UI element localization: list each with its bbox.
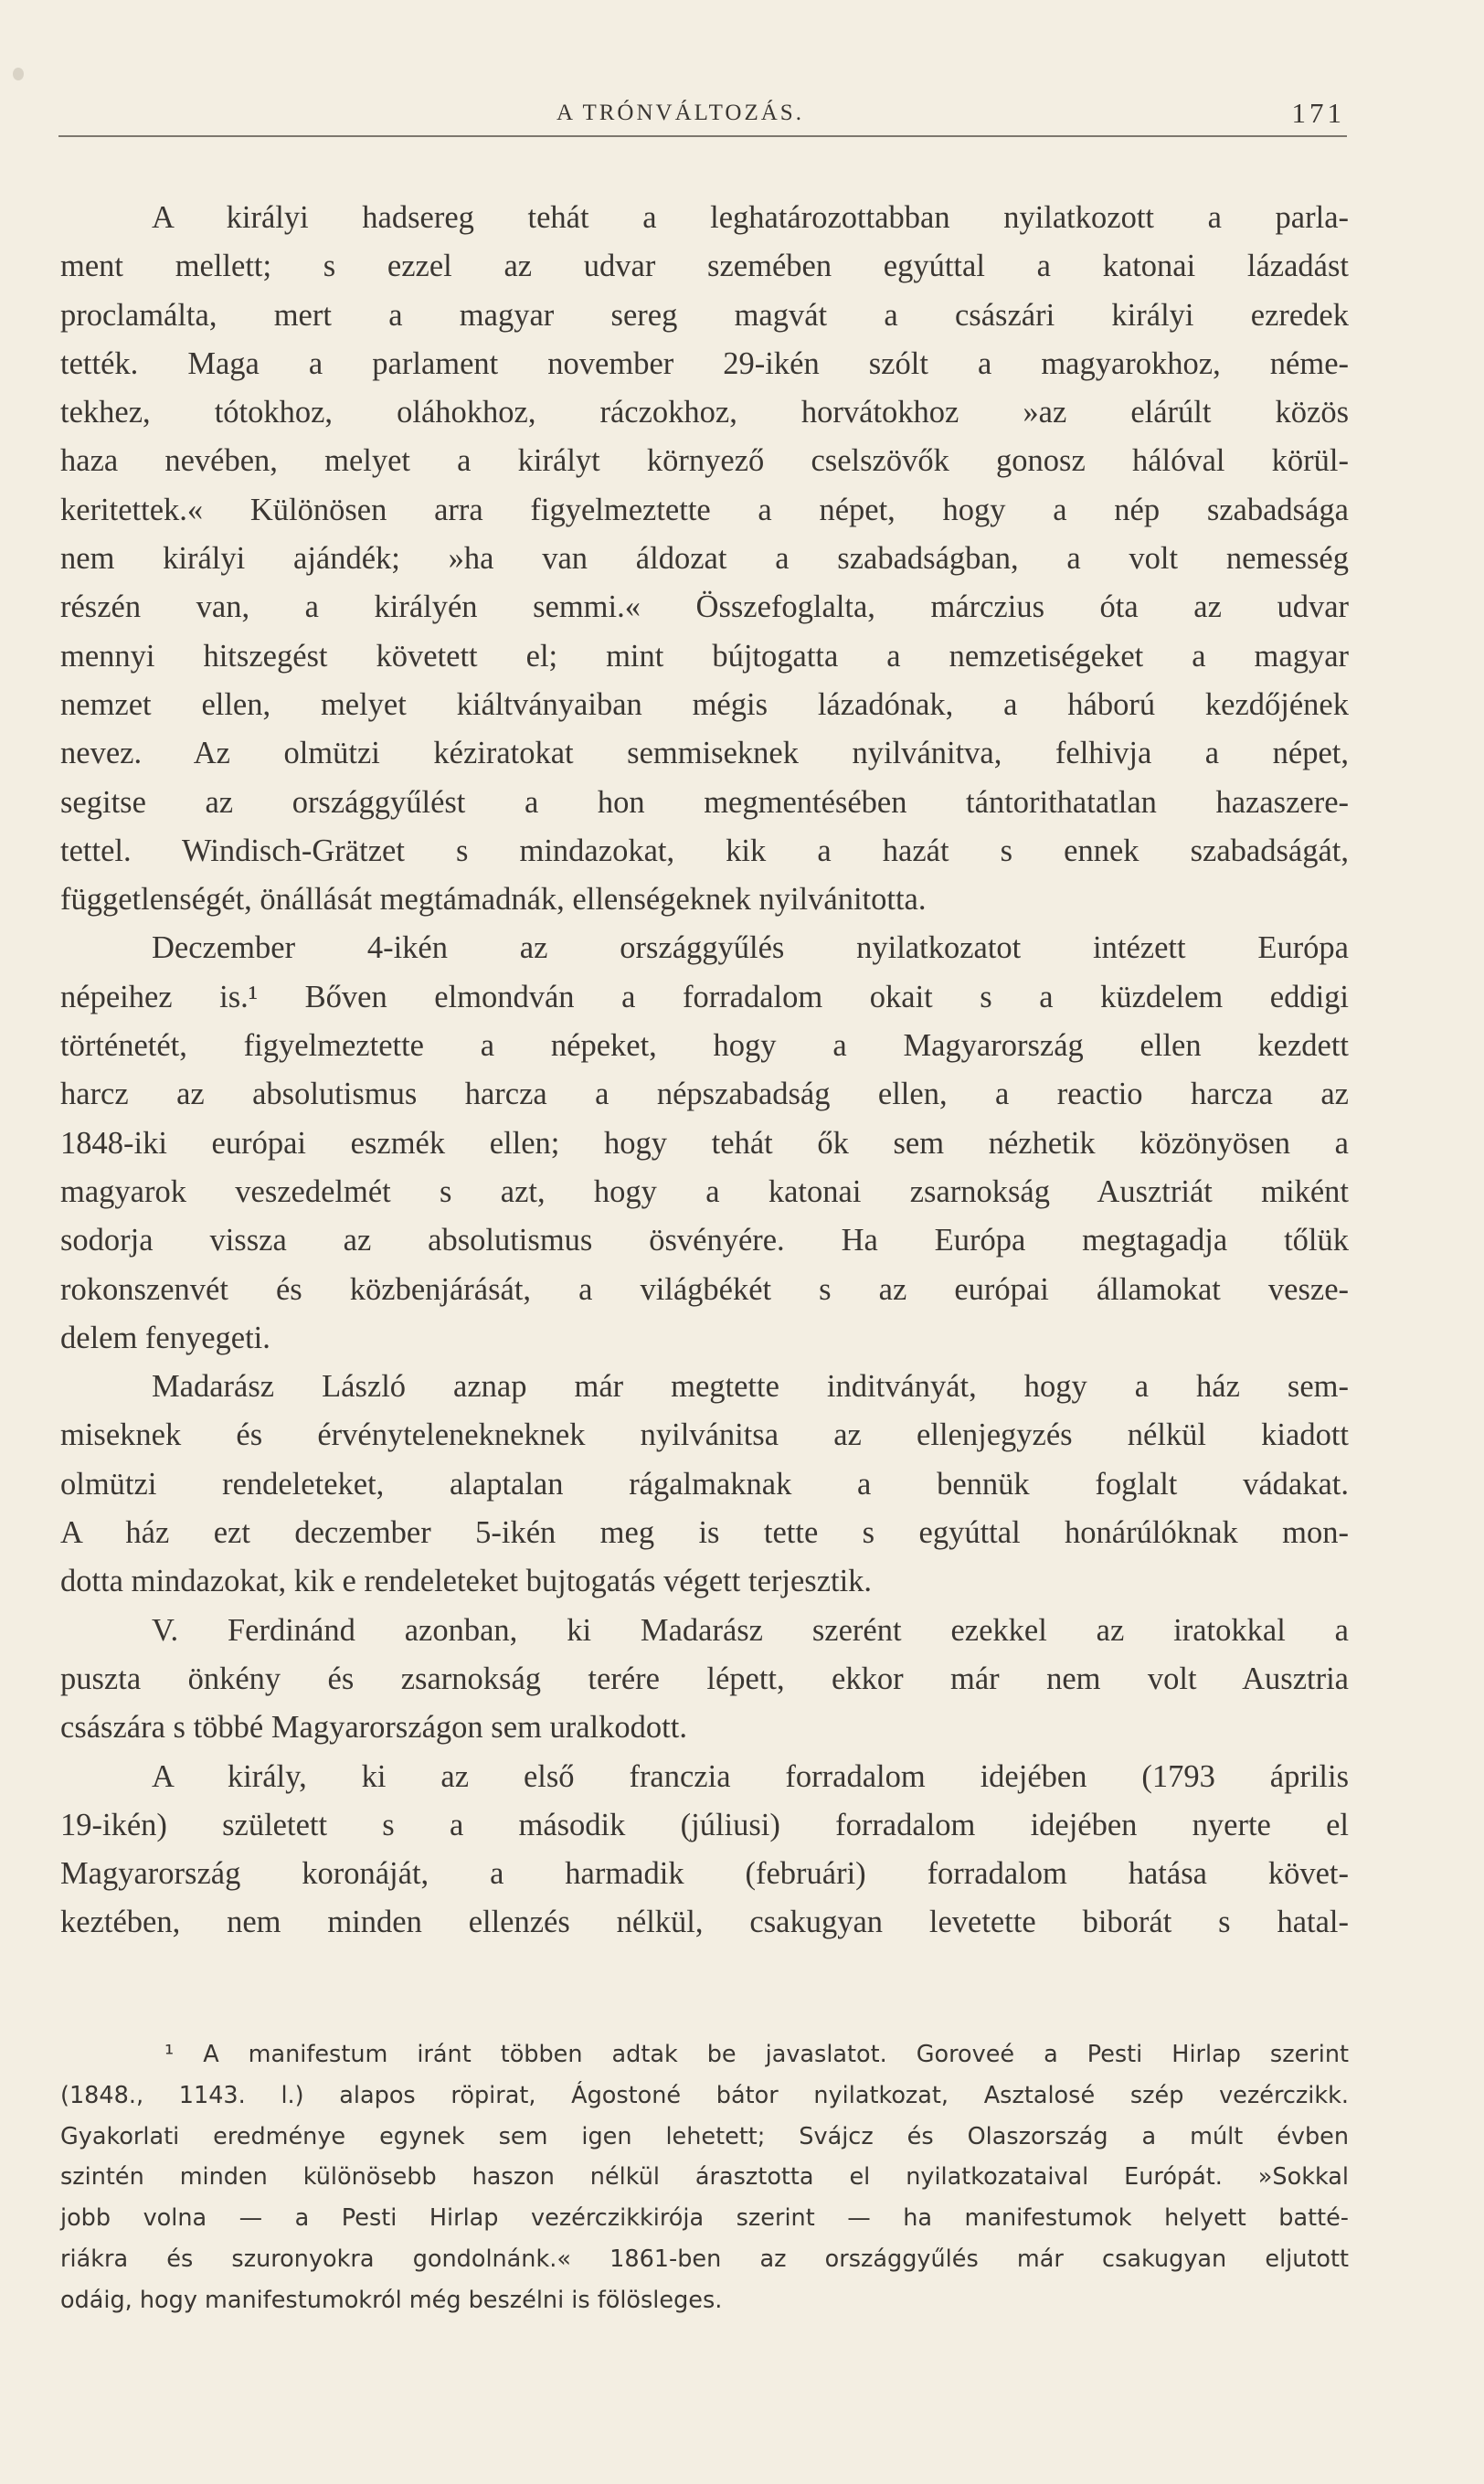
footnote-line: szintén minden különösebb haszon nélkül árasztotta el nyilatkozataival Európát. »Sokkal xyxy=(60,2163,1349,2192)
text-line: rokonszenvét és közbenjárását, a világbékét s az európai államokat vesze- xyxy=(60,1271,1349,1307)
text-line: miseknek és érvénytelenekneknek nyilvánitsa az ellenjegyzés nélkül kiadott xyxy=(60,1417,1349,1453)
page-number: 171 xyxy=(1291,97,1345,129)
footnote-line: riákra és szuronyokra gondolnánk.« 1861-ben az országgyűlés már csakugyan eljutott xyxy=(60,2245,1349,2273)
text-line: sodorja vissza az absolutismus ösvényére. Ha Európa megtagadja tőlük xyxy=(60,1223,1349,1258)
chapter-title: A TRÓNVÁLTOZÁS. xyxy=(556,101,804,125)
text-line: keritettek.« Különösen arra figyelmeztette a népet, hogy a nép szabadsága xyxy=(60,492,1349,527)
footnote-line: Gyakorlati eredménye egynek sem igen lehetett; Svájcz és Olaszország a múlt évben xyxy=(60,2122,1349,2150)
text-line: nemzet ellen, melyet kiáltványaiban mégis lázadónak, a háború kezdőjének xyxy=(60,686,1349,722)
text-line: Magyarország koronáját, a harmadik (februári) forradalom hatása követ- xyxy=(60,1856,1349,1892)
text-line: 19-ikén) született s a második (júliusi) forradalom idejében nyerte el xyxy=(60,1807,1349,1842)
text-line: nevez. Az olmützi kéziratokat semmiseknek nyilvánitva, felhivja a népet, xyxy=(60,736,1349,771)
text-line: tekhez, tótokhoz, oláhokhoz, ráczokhoz, horvátokhoz »az elárúlt közös xyxy=(60,395,1349,430)
text-line: V. Ferdinánd azonban, ki Madarász szerént ezekkel az iratokkal a xyxy=(152,1612,1349,1648)
text-line: részén van, a királyén semmi.« Összefoglalta, márczius óta az udvar xyxy=(60,589,1349,625)
text-line: tettel. Windisch-Grätzet s mindazokat, kik a hazát s ennek szabadságát, xyxy=(60,833,1349,868)
text-line: mennyi hitszegést követett el; mint bújtogatta a nemzetiségeket a magyar xyxy=(60,638,1349,674)
text-line: történetét, figyelmeztette a népeket, hogy a Magyarország ellen kezdett xyxy=(60,1028,1349,1064)
text-line: Deczember 4-ikén az országgyűlés nyilatkozatot intézett Európa xyxy=(152,930,1349,966)
text-line: A királyi hadsereg tehát a leghatározottabban nyilatkozott a parla- xyxy=(152,200,1349,235)
text-line: népeihez is.¹ Bőven elmondván a forradalom okait s a küzdelem eddigi xyxy=(60,979,1349,1014)
text-line: keztében, nem minden ellenzés nélkül, csakugyan levetette biborát s hatal- xyxy=(60,1905,1349,1940)
body-text xyxy=(60,194,1349,1948)
paper-speck xyxy=(13,68,24,80)
text-line: A ház ezt deczember 5-ikén meg is tette s egyúttal honárúlóknak mon- xyxy=(60,1515,1349,1551)
text-line: segitse az országgyűlést a hon megmentésében tántorithatatlan hazaszere- xyxy=(60,784,1349,820)
text-line: tették. Maga a parlament november 29-ikén szólt a magyarokhoz, néme- xyxy=(60,345,1349,381)
text-line: nem királyi ajándék; »ha van áldozat a szabadságban, a volt nemesség xyxy=(60,541,1349,577)
text-line: delem fenyegeti. xyxy=(60,1320,270,1355)
running-header xyxy=(58,91,1345,139)
footnote-line: ¹ A manifestum iránt többen adtak be javaslatot. Goroveé a Pesti Hirlap szerint xyxy=(164,2041,1349,2068)
text-line: haza nevében, melyet a királyt környező cselszövők gonosz hálóval körül- xyxy=(60,443,1349,479)
text-line: harcz az absolutismus harcza a népszabadság ellen, a reactio harcza az xyxy=(60,1077,1349,1112)
text-line: Madarász László aznap már megtette inditványát, hogy a ház sem- xyxy=(152,1369,1349,1405)
text-line: proclamálta, mert a magyar sereg magvát a császári királyi ezredek xyxy=(60,297,1349,333)
text-line: 1848-iki európai eszmék ellen; hogy tehát ők sem nézhetik közönyösen a xyxy=(60,1125,1349,1161)
text-line: A király, ki az első franczia forradalom idejében (1793 április xyxy=(152,1758,1349,1794)
footnote-line: (1848., 1143. l.) alapos röpirat, Ágostoné bátor nyilatkozat, Asztalosé szép vezérczikk. xyxy=(60,2081,1349,2109)
text-line: függetlenségét, önállását megtámadnák, ellenségeknek nyilvánitotta. xyxy=(60,882,927,918)
footnote-line: jobb volna — a Pesti Hirlap vezérczikkirója szerint — ha manifestumok helyett batté- xyxy=(60,2204,1349,2233)
text-line: császára s többé Magyarországon sem uralkodott. xyxy=(60,1710,687,1746)
text-line: olmützi rendeleteket, alaptalan rágalmaknak a bennük foglalt vádakat. xyxy=(60,1466,1349,1502)
text-line: puszta önkény és zsarnokság terére lépett, ekkor már nem volt Ausztria xyxy=(60,1661,1349,1696)
text-line: magyarok veszedelmét s azt, hogy a katonai zsarnokság Ausztriát miként xyxy=(60,1173,1349,1209)
text-line: dotta mindazokat, kik e rendeleteket bujtogatás végett terjesztik. xyxy=(60,1564,873,1599)
footnote-line: odáig, hogy manifestumokról még beszélni is fölösleges. xyxy=(60,2286,723,2314)
footnote xyxy=(60,2034,1349,2321)
text-line: ment mellett; s ezzel az udvar szemében egyúttal a katonai lázadást xyxy=(60,249,1349,284)
header-rule xyxy=(58,135,1347,137)
